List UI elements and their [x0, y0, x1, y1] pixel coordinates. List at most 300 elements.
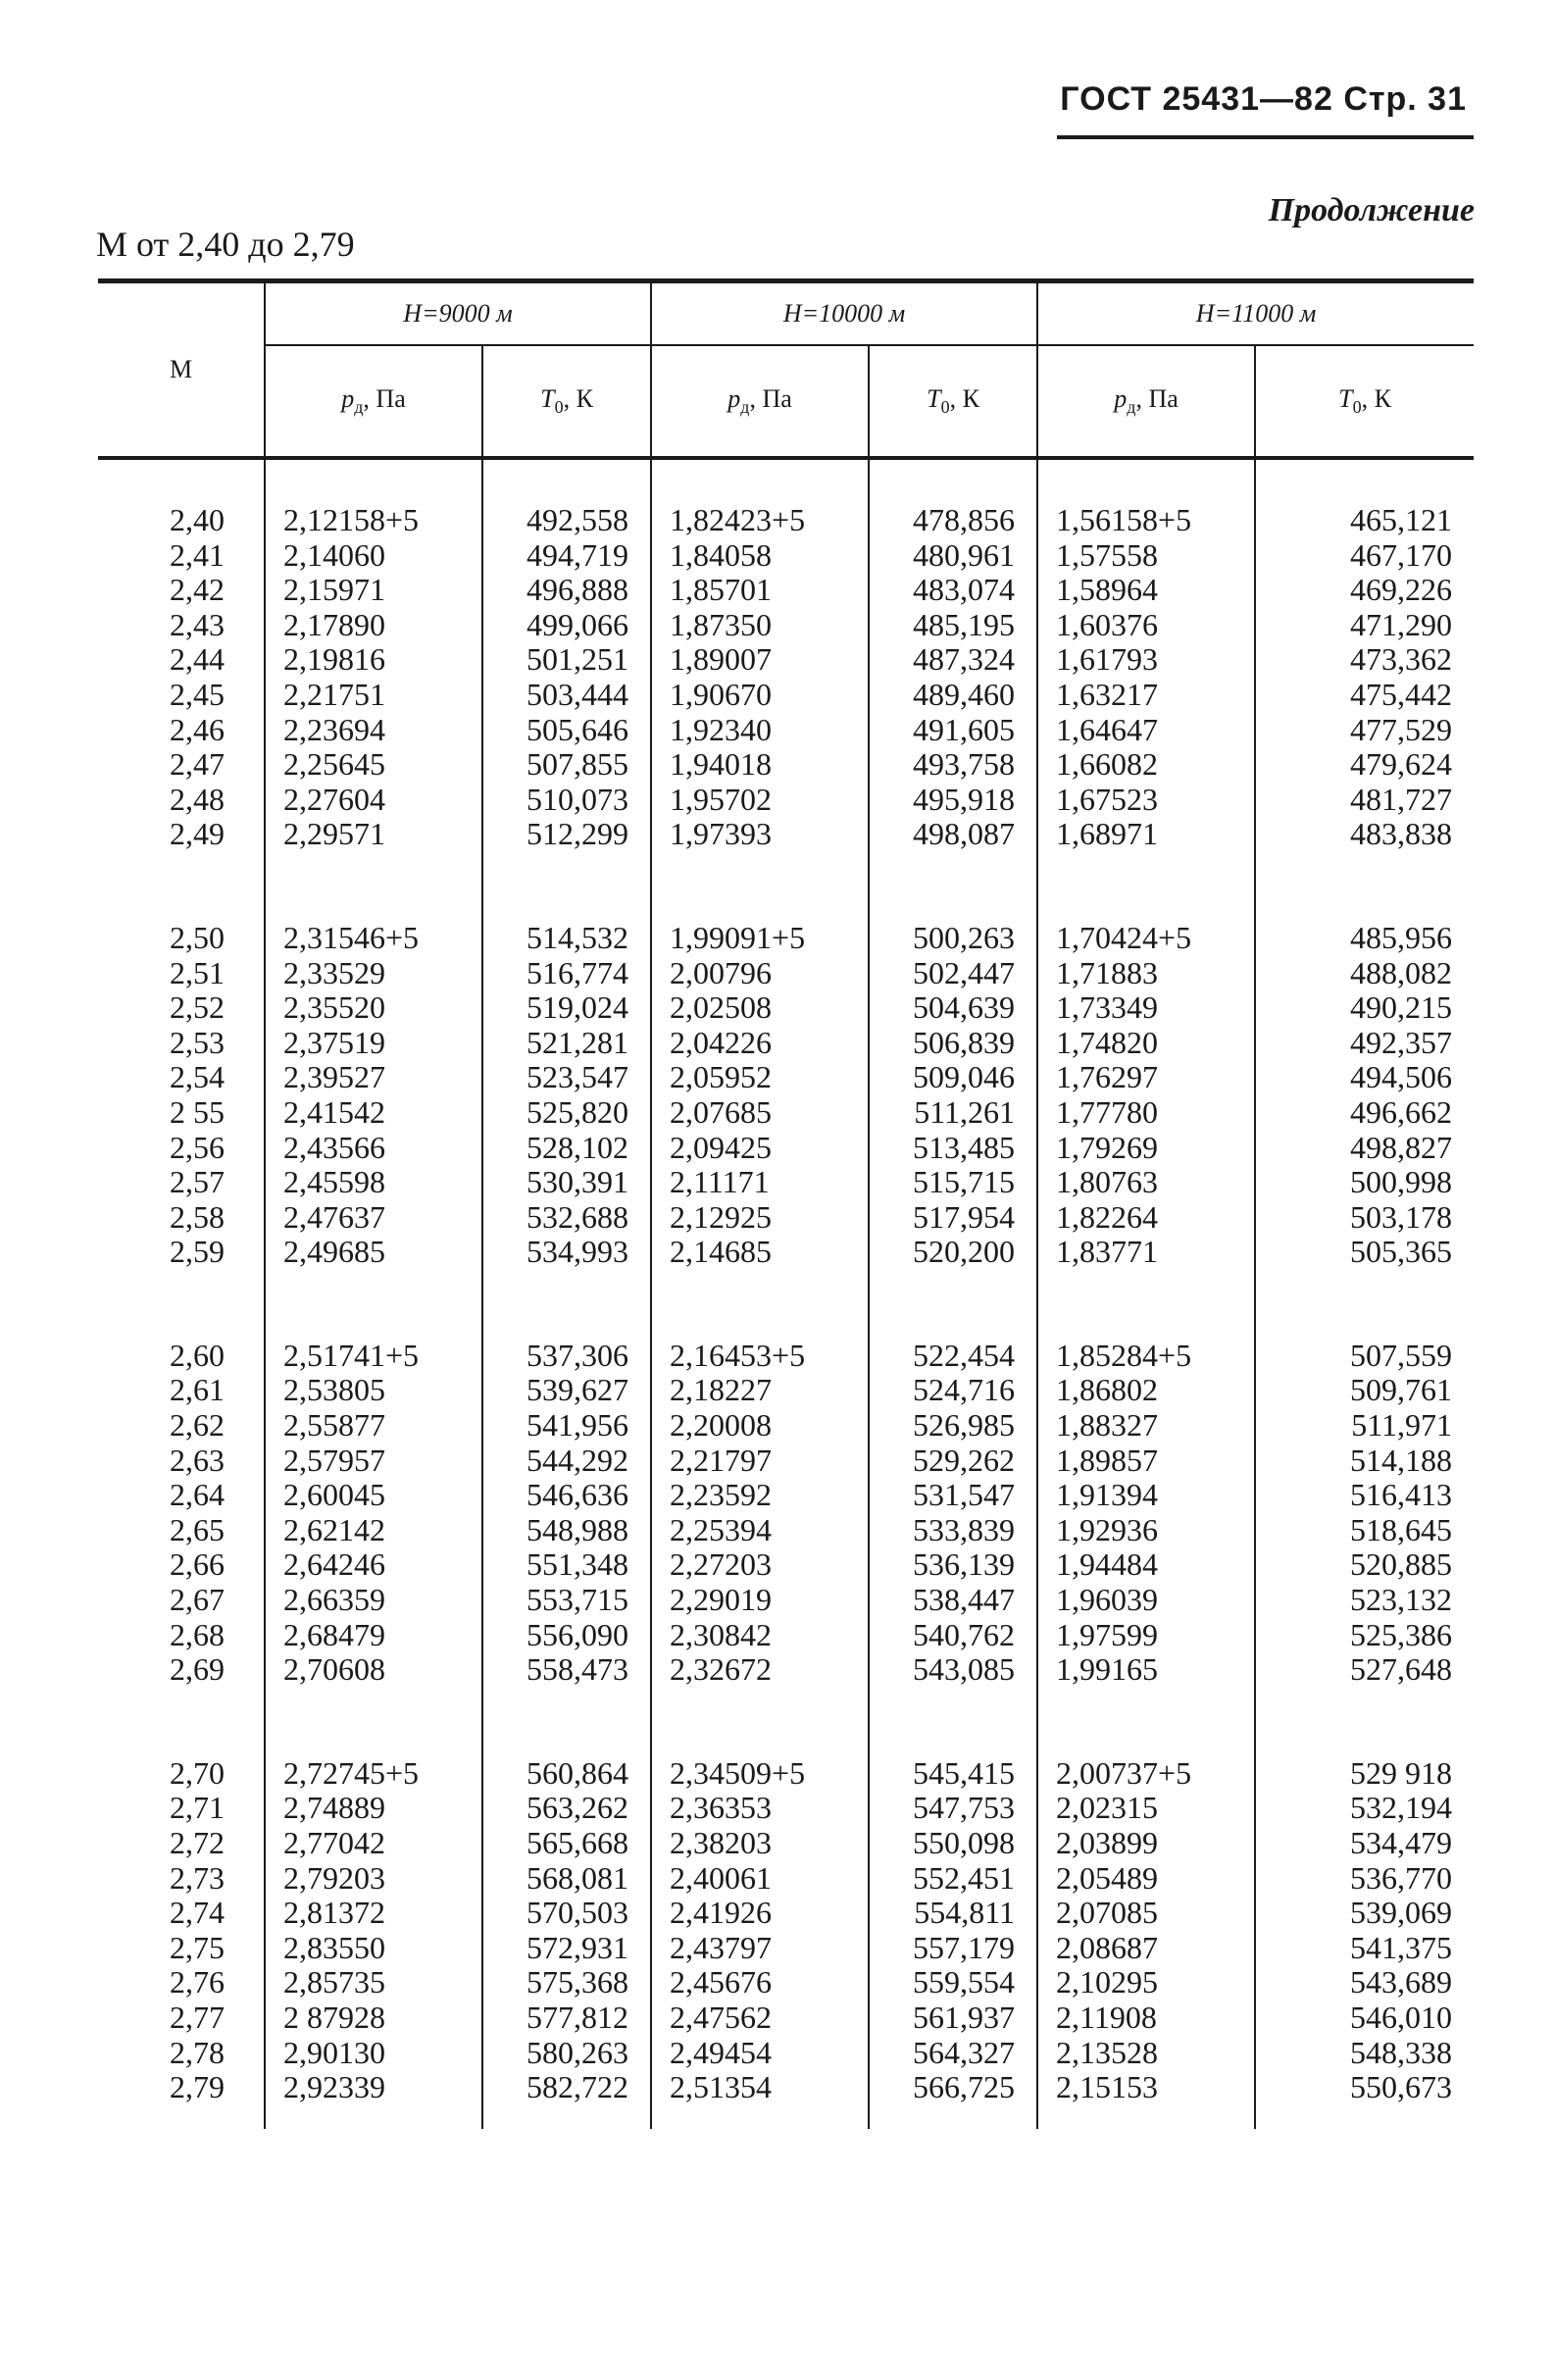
temp-9000-cell: 516,774: [482, 956, 651, 991]
pressure-11000-cell: 2,10295: [1037, 1965, 1255, 2000]
pressure-11000-cell: 2,13528: [1037, 2036, 1255, 2071]
mach-cell: 2,79: [170, 2069, 225, 2105]
pressure-9000-cell: 2,31546+5: [265, 921, 482, 956]
pressure-10000-cell: 2,00796: [651, 956, 869, 991]
mach-cell: 2,68: [170, 1616, 225, 1652]
pressure-9000-cell: 2,92339: [265, 2070, 482, 2105]
mach-cell: 2,45: [170, 676, 225, 712]
mach-cell: 2,63: [170, 1442, 225, 1478]
table-row: [98, 1896, 1474, 1931]
mach-cell: 2,48: [170, 781, 225, 817]
temp-9000-cell: 503,444: [482, 678, 651, 713]
table-row: [98, 1652, 1474, 1688]
pressure-11000-cell: 1,94484: [1037, 1547, 1255, 1583]
temp-9000-cell: 494,719: [482, 538, 651, 574]
mach-cell: 2,49: [170, 816, 225, 852]
pressure-11000-cell: 1,64647: [1037, 713, 1255, 748]
temp-11000-cell: 490,215: [1255, 990, 1474, 1026]
pressure-9000-cell: 2,72745+5: [265, 1756, 482, 1792]
pressure-10000-cell: 2,30842: [651, 1618, 869, 1653]
table-row: [98, 1339, 1474, 1374]
table-row: [98, 990, 1474, 1026]
temp-10000-cell: 495,918: [869, 783, 1037, 818]
mach-cell: 2,78: [170, 2034, 225, 2070]
temp-10000-cell: 491,605: [869, 713, 1037, 748]
pressure-10000-cell: 1,85701: [651, 573, 869, 608]
pressure-9000-cell: 2,60045: [265, 1478, 482, 1513]
mach-cell: 2,56: [170, 1129, 225, 1165]
pressure-10000-cell: 2,36353: [651, 1791, 869, 1826]
pressure-11000-cell: 2,11908: [1037, 2000, 1255, 2036]
pressure-11000-cell: 1,67523: [1037, 783, 1255, 818]
temp-10000-cell: 543,085: [869, 1652, 1037, 1688]
continuation-label: Продолжение: [1268, 192, 1475, 228]
pressure-11000-cell: 1,58964: [1037, 573, 1255, 608]
table-row: [98, 1200, 1474, 1236]
table-row: [98, 678, 1474, 713]
pressure-10000-cell: 2,34509+5: [651, 1756, 869, 1792]
pressure-10000-cell: 2,04226: [651, 1026, 869, 1061]
pressure-9000-cell: 2,83550: [265, 1931, 482, 1966]
temp-11000-cell: 527,648: [1255, 1652, 1474, 1688]
group-spacer: [98, 1688, 1474, 1756]
temp-10000-cell: 557,179: [869, 1931, 1037, 1966]
pressure-9000-cell: 2,43566: [265, 1131, 482, 1166]
pressure-11000-cell: 1,91394: [1037, 1478, 1255, 1513]
pressure-10000-cell: 2,21797: [651, 1443, 869, 1479]
mach-cell: 2,61: [170, 1372, 225, 1408]
pressure-10000-cell: 2,49454: [651, 2036, 869, 2071]
pressure-9000-cell: 2,64246: [265, 1547, 482, 1583]
temp-10000-cell: 550,098: [869, 1826, 1037, 1861]
temp-10000-cell: 540,762: [869, 1618, 1037, 1653]
pressure-unit: , Па: [749, 383, 792, 413]
pressure-11000-cell: 1,97599: [1037, 1618, 1255, 1653]
mach-cell: 2,46: [170, 711, 225, 747]
temp-9000-cell: 492,558: [482, 503, 651, 538]
temp-11000-cell: 516,413: [1255, 1478, 1474, 1513]
table-row: [98, 2000, 1474, 2036]
table-row: [98, 1235, 1474, 1270]
altitude-header-9000: H=9000 м: [265, 281, 651, 346]
temp-9000-cell: 512,299: [482, 817, 651, 852]
temp-11000-cell: 465,121: [1255, 503, 1474, 538]
mach-cell: 2,77: [170, 1999, 225, 2035]
pressure-column-header: [265, 345, 482, 458]
header-rule: [1057, 135, 1474, 139]
temp-10000-cell: 526,985: [869, 1408, 1037, 1443]
pressure-symbol: p: [341, 383, 355, 413]
pressure-11000-cell: 1,80763: [1037, 1165, 1255, 1200]
temp-11000-cell: 518,645: [1255, 1513, 1474, 1548]
pressure-10000-cell: 2,38203: [651, 1826, 869, 1861]
pressure-11000-cell: 1,76297: [1037, 1060, 1255, 1095]
pressure-9000-cell: 2,12158+5: [265, 503, 482, 538]
pressure-10000-cell: 2,27203: [651, 1547, 869, 1583]
temp-10000-cell: 487,324: [869, 642, 1037, 678]
pressure-9000-cell: 2,41542: [265, 1095, 482, 1131]
table-row: [98, 1095, 1474, 1131]
temp-10000-cell: 513,485: [869, 1131, 1037, 1166]
temp-9000-cell: 544,292: [482, 1443, 651, 1479]
table-row: [98, 1826, 1474, 1861]
pressure-unit: , Па: [1135, 383, 1179, 413]
temp-10000-cell: 554,811: [869, 1896, 1037, 1931]
temp-10000-cell: 480,961: [869, 538, 1037, 574]
mach-cell: 2,66: [170, 1546, 225, 1583]
group-spacer: [98, 2105, 1474, 2129]
temp-11000-cell: 471,290: [1255, 608, 1474, 643]
mach-cell: 2,74: [170, 1895, 225, 1931]
temp-11000-cell: 483,838: [1255, 817, 1474, 852]
pressure-9000-cell: 2,35520: [265, 990, 482, 1026]
pressure-column-header: [1037, 345, 1255, 458]
temp-9000-cell: 570,503: [482, 1896, 651, 1931]
temp-11000-cell: 503,178: [1255, 1200, 1474, 1236]
pressure-10000-cell: 2,11171: [651, 1165, 869, 1200]
pressure-10000-cell: 2,32672: [651, 1652, 869, 1688]
pressure-11000-cell: 1,92936: [1037, 1513, 1255, 1548]
pressure-11000-cell: 1,77780: [1037, 1095, 1255, 1131]
pressure-11000-cell: 1,99165: [1037, 1652, 1255, 1688]
mach-cell: 2,65: [170, 1511, 225, 1547]
mach-cell: 2,44: [170, 641, 225, 678]
pressure-11000-cell: 1,63217: [1037, 678, 1255, 713]
temperature-subscript: 0: [940, 397, 950, 418]
pressure-11000-cell: 2,15153: [1037, 2070, 1255, 2105]
table-row: [98, 538, 1474, 574]
pressure-9000-cell: 2,55877: [265, 1408, 482, 1443]
pressure-symbol: p: [727, 383, 741, 413]
temp-10000-cell: 538,447: [869, 1583, 1037, 1618]
pressure-11000-cell: 1,68971: [1037, 817, 1255, 852]
temp-11000-cell: 507,559: [1255, 1339, 1474, 1374]
pressure-10000-cell: 2,12925: [651, 1200, 869, 1236]
pressure-10000-cell: 1,92340: [651, 713, 869, 748]
pressure-9000-cell: 2,23694: [265, 713, 482, 748]
temp-10000-cell: 520,200: [869, 1235, 1037, 1270]
temp-10000-cell: 529,262: [869, 1443, 1037, 1479]
pressure-9000-cell: 2,27604: [265, 783, 482, 818]
pressure-9000-cell: 2,53805: [265, 1373, 482, 1408]
temp-9000-cell: 556,090: [482, 1618, 651, 1653]
pressure-unit: , Па: [363, 383, 406, 413]
table-row: [98, 503, 1474, 538]
pressure-11000-cell: 1,71883: [1037, 956, 1255, 991]
altitude-header-10000: H=10000 м: [651, 281, 1037, 346]
temp-10000-cell: 504,639: [869, 990, 1037, 1026]
pressure-10000-cell: 2,25394: [651, 1513, 869, 1548]
pressure-10000-cell: 2,51354: [651, 2070, 869, 2105]
mach-cell: 2,59: [170, 1234, 225, 1270]
pressure-9000-cell: 2,19816: [265, 642, 482, 678]
table-row: [98, 747, 1474, 783]
pressure-9000-cell: 2,81372: [265, 1896, 482, 1931]
temp-9000-cell: 523,547: [482, 1060, 651, 1095]
pressure-9000-cell: 2,68479: [265, 1618, 482, 1653]
temp-9000-cell: 519,024: [482, 990, 651, 1026]
pressure-column-header: [651, 345, 869, 458]
temp-9000-cell: 560,864: [482, 1756, 651, 1792]
pressure-11000-cell: 1,86802: [1037, 1373, 1255, 1408]
temp-9000-cell: 580,263: [482, 2036, 651, 2071]
table-row: [98, 1931, 1474, 1966]
page-header: [1060, 80, 1467, 119]
temp-10000-cell: 485,195: [869, 608, 1037, 643]
table-row: [98, 1547, 1474, 1583]
pressure-subscript: д: [354, 397, 364, 418]
pressure-11000-cell: 2,07085: [1037, 1896, 1255, 1931]
temp-9000-cell: 537,306: [482, 1339, 651, 1374]
table-row: [98, 1373, 1474, 1408]
temp-11000-cell: 492,357: [1255, 1026, 1474, 1061]
pressure-9000-cell: 2,70608: [265, 1652, 482, 1688]
temp-9000-cell: 514,532: [482, 921, 651, 956]
pressure-10000-cell: 1,90670: [651, 678, 869, 713]
mach-cell: 2,70: [170, 1754, 225, 1791]
temp-11000-cell: 496,662: [1255, 1095, 1474, 1131]
temp-10000-cell: 547,753: [869, 1791, 1037, 1826]
temp-9000-cell: 499,066: [482, 608, 651, 643]
pressure-11000-cell: 1,85284+5: [1037, 1339, 1255, 1374]
temp-10000-cell: 502,447: [869, 956, 1037, 991]
mach-cell: 2,43: [170, 606, 225, 642]
pressure-10000-cell: 2,02508: [651, 990, 869, 1026]
temp-11000-cell: 494,506: [1255, 1060, 1474, 1095]
altitude-header-11000: H=11000 м: [1037, 281, 1474, 346]
page-number: Стр. 31: [1343, 80, 1467, 118]
temp-11000-cell: 485,956: [1255, 921, 1474, 956]
pressure-11000-cell: 1,89857: [1037, 1443, 1255, 1479]
pressure-9000-cell: 2,33529: [265, 956, 482, 991]
mach-cell: 2,75: [170, 1929, 225, 1965]
temp-10000-cell: 493,758: [869, 747, 1037, 783]
pressure-11000-cell: 1,70424+5: [1037, 921, 1255, 956]
table-row: [98, 2070, 1474, 2105]
pressure-9000-cell: 2,77042: [265, 1826, 482, 1861]
data-table: [98, 279, 1474, 2129]
temperature-column-header: [1255, 345, 1474, 458]
temp-10000-cell: 561,937: [869, 2000, 1037, 2036]
mach-cell: 2,62: [170, 1407, 225, 1443]
mach-cell: 2,53: [170, 1024, 225, 1060]
pressure-10000-cell: 1,82423+5: [651, 503, 869, 538]
pressure-11000-cell: 1,88327: [1037, 1408, 1255, 1443]
temp-9000-cell: 572,931: [482, 1931, 651, 1966]
temp-9000-cell: 575,368: [482, 1965, 651, 2000]
temp-11000-cell: 509,761: [1255, 1373, 1474, 1408]
mach-cell: 2,42: [170, 572, 225, 608]
temp-9000-cell: 525,820: [482, 1095, 651, 1131]
table-row: [98, 1513, 1474, 1548]
temp-10000-cell: 498,087: [869, 817, 1037, 852]
table-row: [98, 608, 1474, 643]
pressure-9000-cell: 2,79203: [265, 1861, 482, 1897]
pressure-9000-cell: 2 87928: [265, 2000, 482, 2036]
temp-10000-cell: 545,415: [869, 1756, 1037, 1792]
pressure-10000-cell: 2,23592: [651, 1478, 869, 1513]
temp-11000-cell: 475,442: [1255, 678, 1474, 713]
temp-10000-cell: 511,261: [869, 1095, 1037, 1131]
temp-11000-cell: 477,529: [1255, 713, 1474, 748]
table-row: [98, 1756, 1474, 1792]
pressure-9000-cell: 2,29571: [265, 817, 482, 852]
mach-cell: 2,41: [170, 536, 225, 573]
temp-9000-cell: 501,251: [482, 642, 651, 678]
temp-10000-cell: 566,725: [869, 2070, 1037, 2105]
pressure-10000-cell: 2,16453+5: [651, 1339, 869, 1374]
table-row: [98, 1618, 1474, 1653]
mach-cell: 2,69: [170, 1651, 225, 1688]
temp-11000-cell: 511,971: [1255, 1408, 1474, 1443]
pressure-9000-cell: 2,90130: [265, 2036, 482, 2071]
temp-10000-cell: 509,046: [869, 1060, 1037, 1095]
pressure-9000-cell: 2,14060: [265, 538, 482, 574]
pressure-11000-cell: 2,03899: [1037, 1826, 1255, 1861]
pressure-10000-cell: 2,40061: [651, 1861, 869, 1897]
pressure-11000-cell: 1,66082: [1037, 747, 1255, 783]
temp-10000-cell: 500,263: [869, 921, 1037, 956]
mach-cell: 2,52: [170, 989, 225, 1026]
pressure-10000-cell: 2,29019: [651, 1583, 869, 1618]
table-row: [98, 921, 1474, 956]
mach-cell: 2 55: [170, 1093, 225, 1130]
pressure-10000-cell: 2,20008: [651, 1408, 869, 1443]
pressure-9000-cell: 2,37519: [265, 1026, 482, 1061]
mach-cell: 2,58: [170, 1198, 225, 1235]
table-row: [98, 1478, 1474, 1513]
mach-cell: 2,73: [170, 1859, 225, 1896]
temp-11000-cell: 500,998: [1255, 1165, 1474, 1200]
table-row: [98, 1861, 1474, 1897]
temperature-unit: , К: [563, 383, 593, 413]
group-spacer: [98, 852, 1474, 921]
temp-9000-cell: 496,888: [482, 573, 651, 608]
temp-10000-cell: 531,547: [869, 1478, 1037, 1513]
temp-9000-cell: 558,473: [482, 1652, 651, 1688]
mach-cell: 2,50: [170, 919, 225, 955]
table-row: [98, 1583, 1474, 1618]
temp-11000-cell: 523,132: [1255, 1583, 1474, 1618]
temp-9000-cell: 521,281: [482, 1026, 651, 1061]
table-row: [98, 642, 1474, 678]
pressure-9000-cell: 2,62142: [265, 1513, 482, 1548]
temp-11000-cell: 479,624: [1255, 747, 1474, 783]
temperature-symbol: T: [540, 383, 555, 413]
table-row: [98, 1165, 1474, 1200]
atmosphere-table: [98, 279, 1474, 2132]
pressure-9000-cell: 2,39527: [265, 1060, 482, 1095]
temperature-column-header: [869, 345, 1037, 458]
table-row: [98, 1408, 1474, 1443]
mach-cell: 2,67: [170, 1582, 225, 1618]
temp-9000-cell: 577,812: [482, 2000, 651, 2036]
pressure-11000-cell: 1,79269: [1037, 1131, 1255, 1166]
temp-9000-cell: 507,855: [482, 747, 651, 783]
mach-cell: 2,76: [170, 1964, 225, 2000]
table-row: [98, 1443, 1474, 1479]
pressure-10000-cell: 2,47562: [651, 2000, 869, 2036]
group-spacer: [98, 1270, 1474, 1339]
temp-11000-cell: 550,673: [1255, 2070, 1474, 2105]
temp-10000-cell: 489,460: [869, 678, 1037, 713]
pressure-10000-cell: 2,41926: [651, 1896, 869, 1931]
temp-11000-cell: 505,365: [1255, 1235, 1474, 1270]
pressure-9000-cell: 2,74889: [265, 1791, 482, 1826]
temp-10000-cell: 517,954: [869, 1200, 1037, 1236]
pressure-11000-cell: 2,05489: [1037, 1861, 1255, 1897]
pressure-9000-cell: 2,47637: [265, 1200, 482, 1236]
pressure-10000-cell: 2,45676: [651, 1965, 869, 2000]
temp-10000-cell: 533,839: [869, 1513, 1037, 1548]
mach-cell: 2,64: [170, 1477, 225, 1513]
temp-11000-cell: 525,386: [1255, 1618, 1474, 1653]
pressure-11000-cell: 2,00737+5: [1037, 1756, 1255, 1792]
temperature-unit: , К: [1361, 383, 1391, 413]
mach-cell: 2,71: [170, 1790, 225, 1826]
pressure-9000-cell: 2,49685: [265, 1235, 482, 1270]
temp-10000-cell: 524,716: [869, 1373, 1037, 1408]
pressure-symbol: p: [1114, 383, 1128, 413]
temp-9000-cell: 539,627: [482, 1373, 651, 1408]
pressure-9000-cell: 2,21751: [265, 678, 482, 713]
pressure-11000-cell: 1,61793: [1037, 642, 1255, 678]
table-row: [98, 783, 1474, 818]
mach-cell: 2,54: [170, 1059, 225, 1095]
pressure-10000-cell: 1,87350: [651, 608, 869, 643]
temp-10000-cell: 536,139: [869, 1547, 1037, 1583]
pressure-9000-cell: 2,45598: [265, 1165, 482, 1200]
table-row: [98, 817, 1474, 852]
mach-column-header: М: [98, 281, 265, 459]
pressure-10000-cell: 2,18227: [651, 1373, 869, 1408]
temperature-symbol: T: [1338, 383, 1353, 413]
table-row: [98, 573, 1474, 608]
temperature-subscript: 0: [554, 397, 564, 418]
mach-cell: 2,47: [170, 746, 225, 783]
temp-11000-cell: 529 918: [1255, 1756, 1474, 1792]
pressure-11000-cell: 1,56158+5: [1037, 503, 1255, 538]
pressure-9000-cell: 2,17890: [265, 608, 482, 643]
temp-10000-cell: 515,715: [869, 1165, 1037, 1200]
pressure-10000-cell: 2,07685: [651, 1095, 869, 1131]
pressure-11000-cell: 1,60376: [1037, 608, 1255, 643]
mach-range-label: М от 2,40 до 2,79: [96, 225, 355, 264]
temp-10000-cell: 483,074: [869, 573, 1037, 608]
table-row: [98, 2036, 1474, 2071]
temperature-column-header: [482, 345, 651, 458]
temp-11000-cell: 481,727: [1255, 783, 1474, 818]
pressure-11000-cell: 1,82264: [1037, 1200, 1255, 1236]
pressure-10000-cell: 1,97393: [651, 817, 869, 852]
mach-cell: 2,51: [170, 954, 225, 990]
mach-cell: 2,40: [170, 502, 225, 537]
pressure-10000-cell: 1,84058: [651, 538, 869, 574]
table-row: [98, 956, 1474, 991]
temp-11000-cell: 536,770: [1255, 1861, 1474, 1897]
pressure-10000-cell: 1,95702: [651, 783, 869, 818]
temp-9000-cell: 510,073: [482, 783, 651, 818]
pressure-subscript: д: [1127, 397, 1136, 418]
mach-cell: 2,60: [170, 1337, 225, 1373]
pressure-10000-cell: 2,05952: [651, 1060, 869, 1095]
table-row: [98, 1965, 1474, 2000]
temp-11000-cell: 473,362: [1255, 642, 1474, 678]
pressure-9000-cell: 2,25645: [265, 747, 482, 783]
temp-9000-cell: 534,993: [482, 1235, 651, 1270]
temp-9000-cell: 582,722: [482, 2070, 651, 2105]
temp-9000-cell: 528,102: [482, 1131, 651, 1166]
